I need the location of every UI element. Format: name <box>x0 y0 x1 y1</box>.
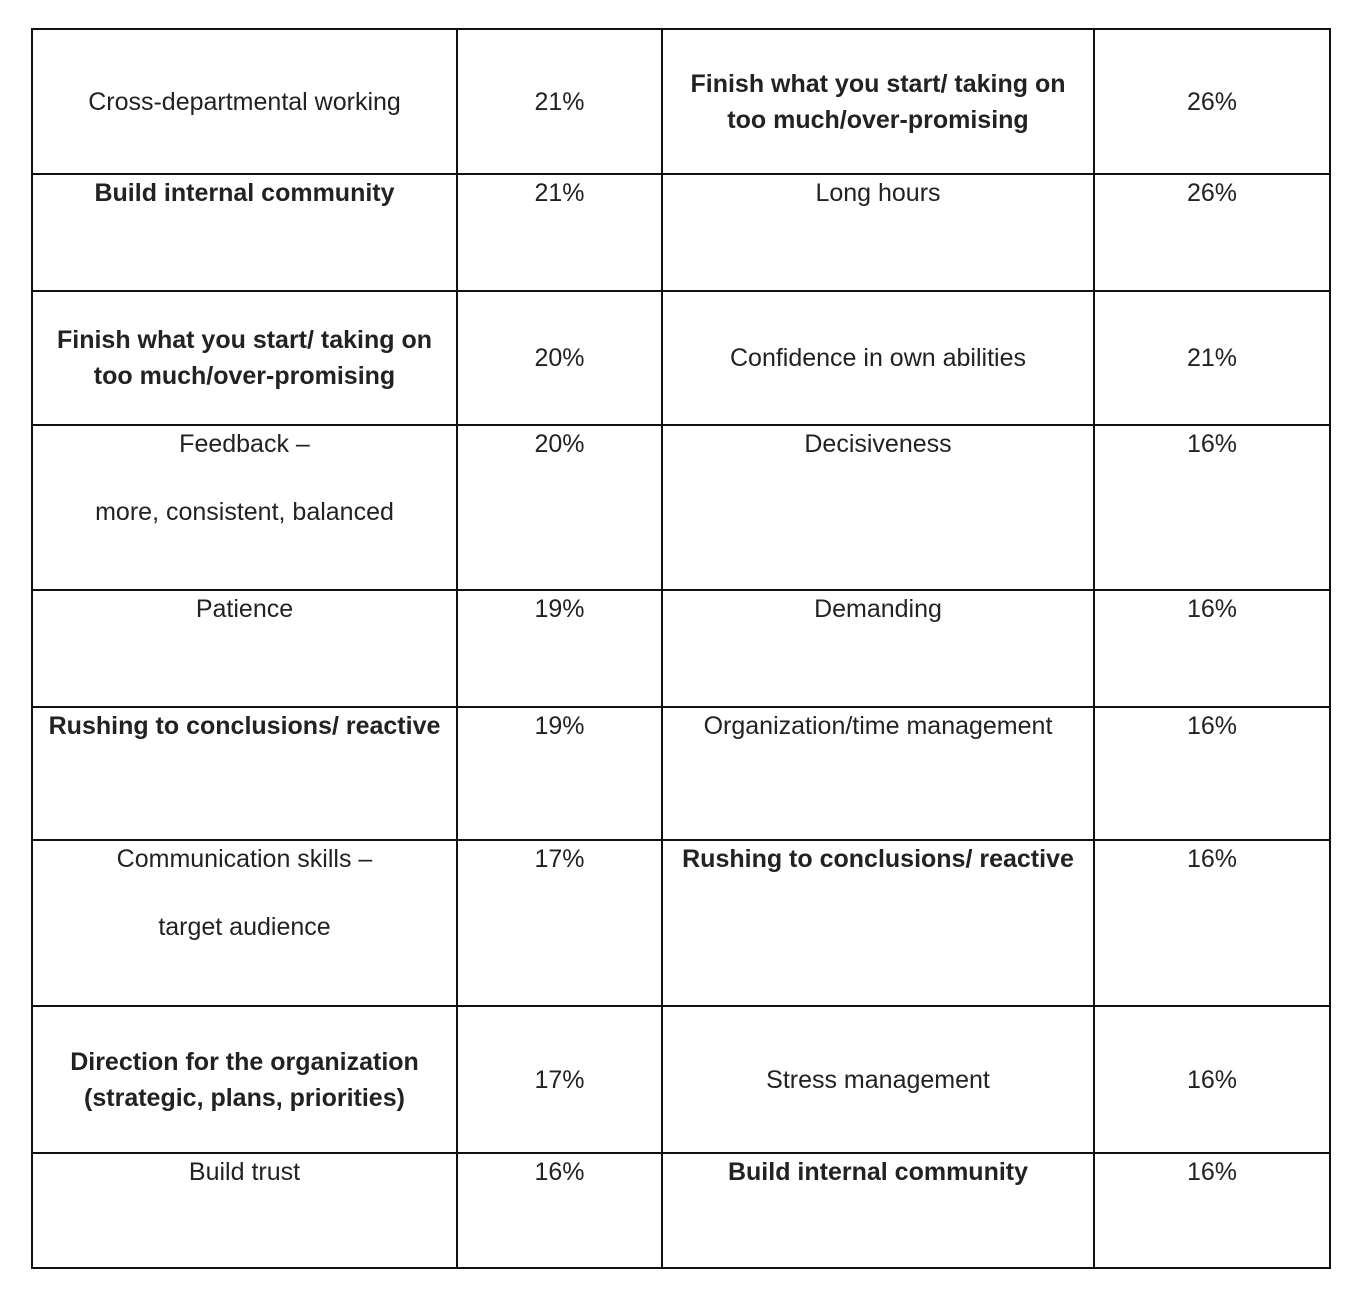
left-value-cell: 20% <box>457 291 662 425</box>
left-value-cell: 21% <box>457 29 662 174</box>
right-label-cell: Organization/time management <box>662 707 1094 840</box>
right-value-cell: 16% <box>1094 590 1330 707</box>
right-label-cell: Confidence in own abilities <box>662 291 1094 425</box>
left-label-cell <box>32 840 457 1006</box>
left-label-cell: Patience <box>32 590 457 707</box>
table-row <box>32 425 1330 590</box>
right-value-cell: 16% <box>1094 840 1330 1006</box>
right-value-cell: 16% <box>1094 425 1330 590</box>
left-value-cell: 21% <box>457 174 662 291</box>
table-row <box>32 707 1330 840</box>
left-value-cell: 16% <box>457 1153 662 1268</box>
label-line: Feedback – <box>179 430 310 458</box>
left-label-cell: Cross-departmental working <box>32 29 457 174</box>
left-label-cell <box>32 425 457 590</box>
table-row <box>32 840 1330 1006</box>
left-label-cell: Build internal community <box>32 174 457 291</box>
left-value-cell: 17% <box>457 840 662 1006</box>
right-label-cell: Rushing to conclusions/ reactive <box>662 840 1094 1006</box>
label-line: more, consistent, balanced <box>95 498 394 526</box>
right-label-cell: Finish what you start/ taking on too much/over-promising <box>662 29 1094 174</box>
right-value-cell: 26% <box>1094 29 1330 174</box>
table-row <box>32 1153 1330 1268</box>
right-label-cell: Build internal community <box>662 1153 1094 1268</box>
right-label-cell: Stress management <box>662 1006 1094 1153</box>
left-value-cell: 19% <box>457 590 662 707</box>
left-value-cell: 20% <box>457 425 662 590</box>
left-label-cell: Direction for the organization (strategic, plans, priorities) <box>32 1006 457 1153</box>
table-row <box>32 590 1330 707</box>
table-row <box>32 291 1330 425</box>
right-value-cell: 26% <box>1094 174 1330 291</box>
right-value-cell: 16% <box>1094 707 1330 840</box>
table-row <box>32 29 1330 174</box>
table-row <box>32 174 1330 291</box>
left-value-cell: 17% <box>457 1006 662 1153</box>
label-line: Communication skills – <box>116 845 373 873</box>
right-label-cell: Long hours <box>662 174 1094 291</box>
right-label-cell: Decisiveness <box>662 425 1094 590</box>
left-label-cell: Build trust <box>32 1153 457 1268</box>
comparison-table <box>31 28 1331 1269</box>
left-label-cell: Rushing to conclusions/ reactive <box>32 707 457 840</box>
label-line: target audience <box>158 913 331 941</box>
right-value-cell: 16% <box>1094 1153 1330 1268</box>
table-row <box>32 1006 1330 1153</box>
right-label-cell: Demanding <box>662 590 1094 707</box>
left-label-cell: Finish what you start/ taking on too much/over-promising <box>32 291 457 425</box>
left-value-cell: 19% <box>457 707 662 840</box>
right-value-cell: 16% <box>1094 1006 1330 1153</box>
right-value-cell: 21% <box>1094 291 1330 425</box>
